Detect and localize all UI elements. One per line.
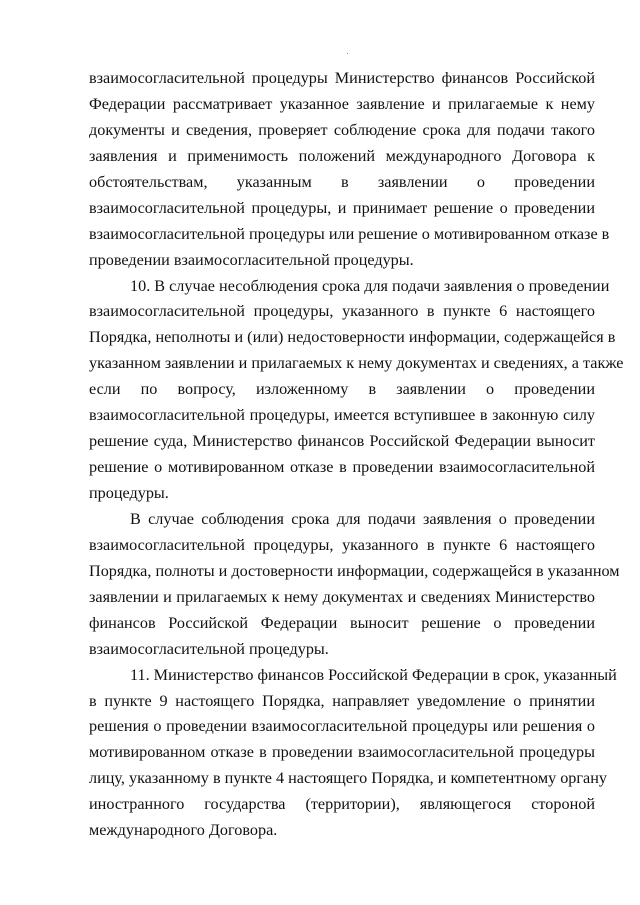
text-line: если по вопросу, изложенному в заявлении о проведении [89,380,595,399]
text-line: иностранного государства (территории), являющегося стороной [89,795,595,814]
text-line: взаимосогласительной процедуры, указанного в пункте 6 настоящего [89,535,595,554]
text-line: В случае соблюдения срока для подачи заявления о проведении [130,509,595,528]
text-line: заявлении и прилагаемых к нему документах и сведениях Министерство [89,587,595,606]
text-line: взаимосогласительной процедуры, и принимает решение о проведении [89,198,595,217]
text-line: взаимосогласительной процедуры. [89,639,329,658]
text-line: 11. Министерство финансов Российской Федерации в срок, указанный [130,665,617,684]
text-line: 10. В случае несоблюдения срока для подачи заявления о проведении [130,276,610,295]
text-line: Федерации рассматривает указанное заявление и прилагаемые к нему [89,94,595,113]
text-line: лицу, указанному в пункте 4 настоящего Порядка, и компетентному органу [89,769,607,788]
text-line: международного Договора. [89,821,278,840]
text-line: процедуры. [89,484,169,502]
text-line: решение суда, Министерство финансов Российской Федерации выносит [89,432,595,451]
text-line: Порядка, полноты и достоверности информации, содержащейся в указанном [89,561,620,580]
text-line: финансов Российской Федерации выносит решение о проведении [89,613,595,632]
text-line: обстоятельствам, указанным в заявлении о проведении [89,172,595,191]
text-line: решение о мотивированном отказе в проведении взаимосогласительной [89,458,595,477]
text-line: мотивированном отказе в проведении взаимосогласительной процедуры [89,743,595,762]
text-line: взаимосогласительной процедуры или решение о мотивированном отказе в [89,224,610,243]
text-line: заявления и применимость положений международного Договора к [89,146,595,165]
text-line: решения о проведении взаимосогласительной процедуры или решения о [89,717,595,736]
scan-speck [347,53,348,54]
text-line: указанном заявлении и прилагаемых к нему документах и сведениях, а также [89,354,624,373]
text-line: проведении взаимосогласительной процедуры. [89,250,414,269]
text-line: в пункте 9 настоящего Порядка, направляет уведомление о принятии [89,691,595,710]
text-line: взаимосогласительной процедуры, указанного в пункте 6 настоящего [89,302,595,321]
text-line: взаимосогласительной процедуры Министерство финансов Российской [89,69,595,87]
text-line: взаимосогласительной процедуры, имеется вступившее в законную силу [89,406,595,425]
text-line: Порядка, неполноты и (или) недостоверности информации, содержащейся в [89,328,616,347]
text-line: документы и сведения, проверяет соблюдение срока для подачи такого [89,120,595,139]
document-body [89,66,624,844]
